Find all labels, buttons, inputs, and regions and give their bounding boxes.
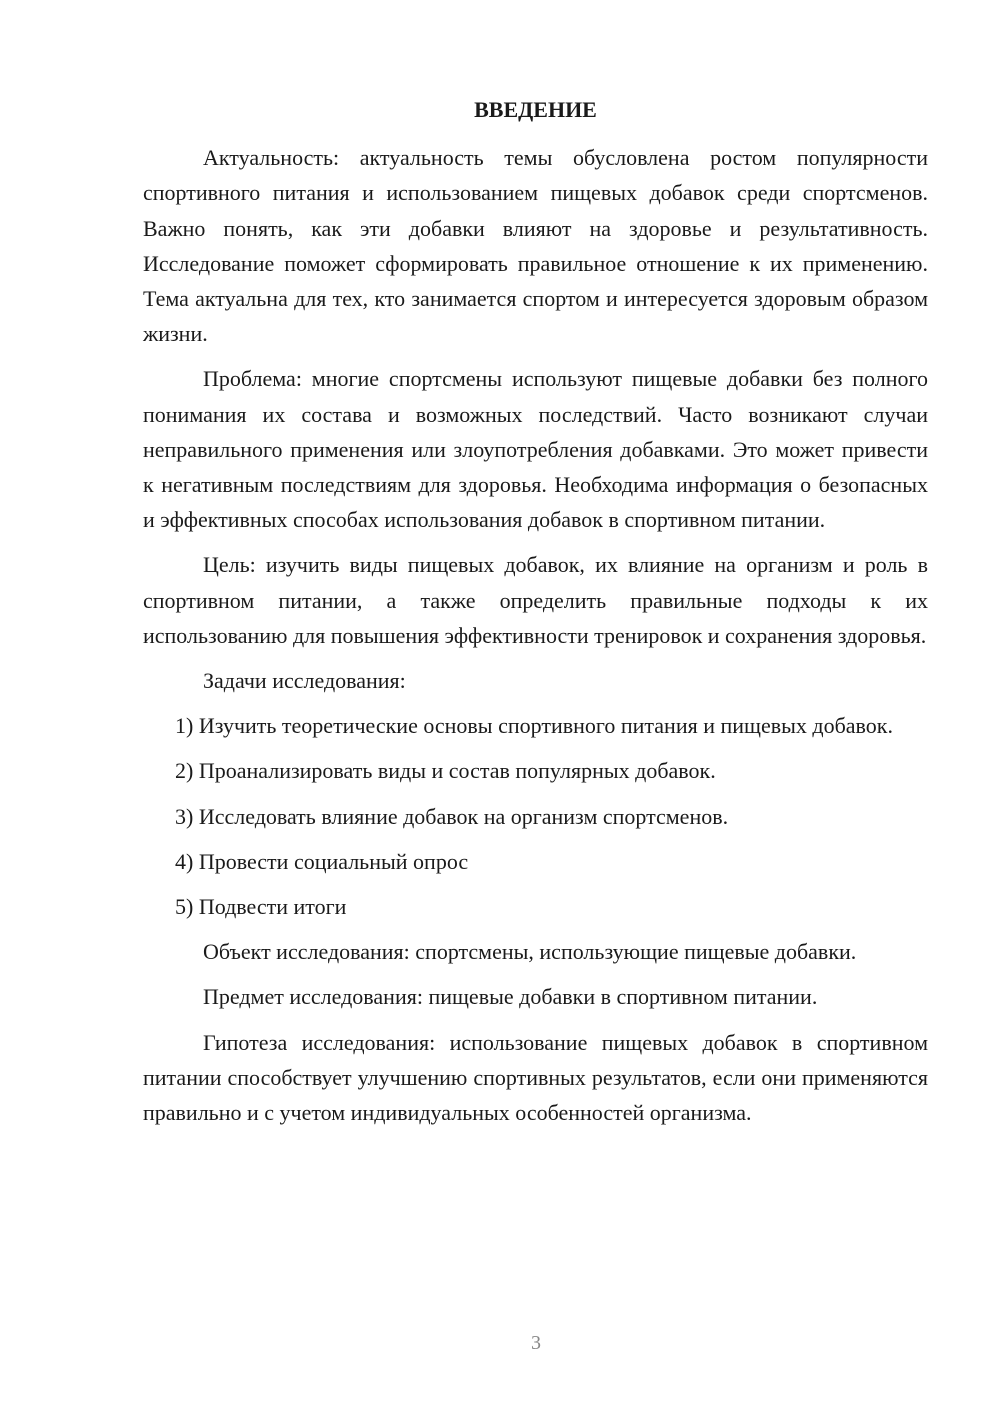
task-item-5: 5) Подвести итоги bbox=[175, 894, 347, 920]
object-paragraph: Объект исследования: спортсмены, использующие пищевые добавки. bbox=[203, 939, 857, 965]
problem-paragraph: Проблема: многие спортсмены используют пищевые добавки без полного понимания их состава и возможных последствий. Часто возникают случаи неправильного применения или злоупотребления добавками. Это может привести к негативным последствиям для здоровья. Необходима информация о безопасных и эффективных способах использования добавок в спортивном питании. bbox=[143, 366, 928, 533]
relevance-paragraph: Актуальность: актуальность темы обусловлена ростом популярности спортивного питания и использованием пищевых добавок среди спортсменов. Важно понять, как эти добавки влияют на здоровье и результативность. Исследование поможет сформировать правильное отношение к их применению. Тема актуальна для тех, кто занимается спортом и интересуется здоровым образом жизни. bbox=[143, 145, 928, 347]
page-number: 3 bbox=[531, 1332, 541, 1354]
page-title: ВВЕДЕНИЕ bbox=[474, 97, 597, 122]
page-body bbox=[143, 92, 928, 1130]
subject-paragraph: Предмет исследования: пищевые добавки в спортивном питании. bbox=[203, 984, 818, 1010]
task-item-4: 4) Провести социальный опрос bbox=[175, 848, 469, 874]
goal-paragraph: Цель: изучить виды пищевых добавок, их влияние на организм и роль в спортивном питании, а также определить правильные подходы к их использованию для повышения эффективности тренировок и сохранения здоровья. bbox=[143, 552, 928, 648]
task-item-3: 3) Исследовать влияние добавок на организм спортсменов. bbox=[175, 803, 729, 829]
task-item-1: 1) Изучить теоретические основы спортивного питания и пищевых добавок. bbox=[175, 713, 893, 739]
task-item-2: 2) Проанализировать виды и состав популярных добавок. bbox=[175, 758, 716, 784]
hypothesis-paragraph: Гипотеза исследования: использование пищевых добавок в спортивном питании способствует улучшению спортивных результатов, если они применяются правильно и с учетом индивидуальных особенностей организма. bbox=[143, 1029, 928, 1126]
tasks-heading: Задачи исследования: bbox=[203, 668, 406, 694]
